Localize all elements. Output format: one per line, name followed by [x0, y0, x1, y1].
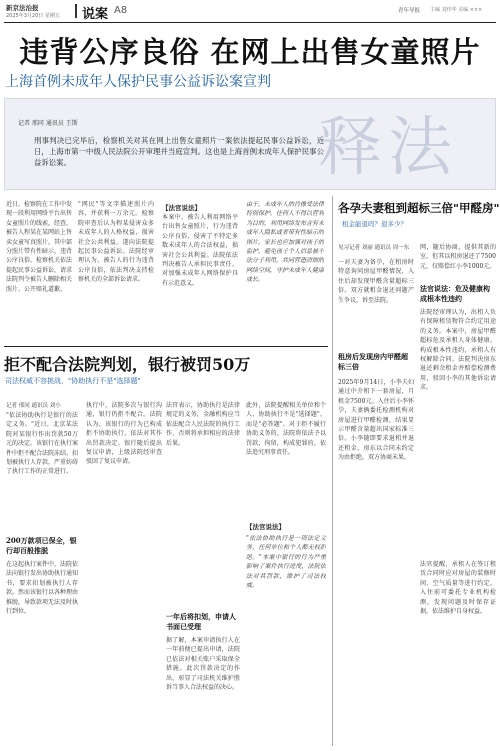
second-headline: 拒不配合法院判划，银行被罚50万	[4, 355, 251, 374]
second-column-4b: "依法协助执行是一项法定义务，任何单位和个人都无权拒绝。"本案中银行的行为严重影响了案件执行进度，法院依法对其罚款，维护了司法权威。	[246, 535, 326, 590]
column-separator	[332, 196, 333, 746]
right-col2-subhead: 法官说法：危及健康构成根本性违约	[420, 284, 490, 303]
second-column-1: "依法协助执行是银行的法定义务。"近日，北京某法院对某银行作出罚款50万元的决定。该银行在执行案件中拒不配合法院冻结、扣划被执行人存款，严重妨碍了执行工作的正常进行。	[6, 412, 78, 476]
right-column-2b: 法院经审理认为，出租人负有保障租赁物符合约定用途的义务。本案中，房屋甲醛超标危及承租人身体健康，构成根本性违约，承租人有权解除合同。法院判决房东退还剩余租金并赔偿检测费用，驳回小李的其他诉讼请求。	[420, 309, 496, 392]
second-byline: 记者 邢同 通讯员 刘小	[6, 403, 61, 409]
right-byline: 见习记者 刘丽 通讯员 周一东	[338, 245, 410, 251]
second-column-1b: 在这起执行案件中，法院依法向银行发出协助执行通知书，要求扣划被执行人存款。然而该银行以各种理由推脱，导致款项无法及时执行到位。	[6, 561, 78, 616]
editor-info: 主编 刘伟华 美编 ×××	[430, 7, 483, 13]
lead-text: 刑事判决已完毕后，检察机关对其在网上出售女童照片一案依法提起民事公益诉讼，近日，上海市第一中级人民法院公开审理并当庭宣判。这也是上海首例未成年人保护民事公益诉讼案。	[34, 136, 324, 167]
right-headline: 各孕夫妻租到超标三倍"甲醛房"	[338, 201, 500, 215]
right-subheadline: 租金能退吗？退多少？	[342, 220, 407, 228]
issue-date: 2025年3月20日 星期五	[6, 13, 60, 19]
second-column-2: 执行中，法院多次与银行沟通，银行仍拒不配合。法院认为，该银行的行为已构成拒不协助执行，依法对其作出罚款决定。银行随后提出复议申请，上级法院经审查驳回了复议申请。	[86, 402, 162, 466]
right-column-1: 一对夫妻为备孕，在租房时特意询问房屋甲醛情况，入住后却发现甲醛含量超标三倍。双方就租金退还问题产生争议，诉至法院。	[338, 259, 414, 304]
main-column-4: 由于，未成年人的肖像受法律特别保护。任何人不得以营利为目的，利用网络发布含有未成年人隐私或者带有性暗示的图片。家长也应加强对孩子的监护，避免孩子个人信息被不法分子利用，共同营造清朗的网络空间，守护未成年人健康成长。	[246, 201, 324, 284]
right-column-1b: 2025年9月14日，小李夫妇通过中介租下一套房屋，月租金7500元。入住后小李怀孕，夫妻俩委托检测机构对房屋进行甲醛检测，结果显示甲醛含量超出国家标准三倍。小李随即要求退租并退还租金，房东以合同未约定为由拒绝，双方协商未果。	[338, 379, 414, 462]
main-byline: 记者 邢同 通讯员 王斯	[18, 120, 78, 127]
main-headline: 违背公序良俗 在网上出售女童照片	[19, 35, 481, 69]
second-column-3b: 据了解，本案申请执行人在一年前便已提出申请，法院已依法对相关账户采取保全措施。此次罚款决定的作出，彰显了司法机关维护胜诉当事人合法权益的决心。	[166, 637, 240, 692]
second-column-3: 法官表示，协助执行是法律规定的义务，金融机构应当依法配合人民法院的执行工作，否则将承担相应的法律后果。	[166, 402, 240, 447]
section-divider	[75, 4, 77, 18]
main-column-2: "网民"等文字描述照片内容，并获利一万余元。检察院审查后认为程某侵害众多未成年人的人格权益，损害社会公共利益，遂向法院提起民事公益诉讼。法院经审理认为，被告人的行为违背公序良俗，依法判决支持检察机关的全部诉讼请求。	[78, 201, 154, 284]
second-column-4: 此外，法院提醒相关单位和个人，协助执行不是"选择题"，而是"必答题"。对于拒不履行协助义务的，法院将依法予以罚款、拘留，构成犯罪的，依法追究刑事责任。	[246, 402, 326, 457]
second-col4-title: 【法官说法】	[246, 523, 285, 531]
second-col3-subhead: 一年后将扣划，申请人书面已受理	[166, 612, 236, 631]
second-subheadline: 司法权威不容挑战，"协助执行不是"选择题"	[5, 377, 141, 385]
page-number: A8	[114, 5, 128, 16]
top-header	[0, 0, 500, 22]
main-column-1: 近日，检察院在工作中发现一段利用网络平台出售女童照片的线索，经查，被告人程某在某网站上售卖女童写真照片，其中部分照片带有性暗示，违背公序良俗。检察机关依法提起民事公益诉讼，请求法院判令被告人删除相关照片、公开赔礼道歉。	[6, 201, 72, 293]
right-paper-name: 青年导报	[398, 8, 421, 14]
second-story-rule	[4, 346, 328, 347]
main-column-3: 本案中，被告人利用网络平台出售女童照片，行为违背公序良俗，侵害了不特定多数未成年人的合法权益，损害社会公共利益。法院依法判决被告人承担民事责任，对加强未成年人网络保护具有示范意义。	[162, 214, 238, 287]
main-subheadline: 上海首例未成年人保护民事公益诉讼案宣判	[5, 74, 271, 90]
section-label: 说案	[82, 7, 109, 22]
right-column-2: 网，随后协商，提供其新的室，但其以租房退还了7500元，仅赔偿红小李1000元。	[420, 244, 496, 270]
right-column-2c: 法官提醒，承租人在签订租赁合同时应对房屋的装修时间、空气质量等进行约定，入住前可委托专业机构检测，发现问题及时保存证据，依法维护自身权益。	[420, 561, 496, 616]
right-col1-subhead: 租房后发现房内甲醛超标三倍	[338, 352, 408, 371]
lead-watermark: 释法	[318, 111, 458, 185]
header-rule	[4, 22, 496, 23]
paper-name: 新京法治报	[6, 4, 39, 12]
second-col1-subhead: 200万款项已保全，银行却百般推脱	[6, 536, 77, 555]
main-col3-title: 【法官说法】	[162, 204, 201, 212]
